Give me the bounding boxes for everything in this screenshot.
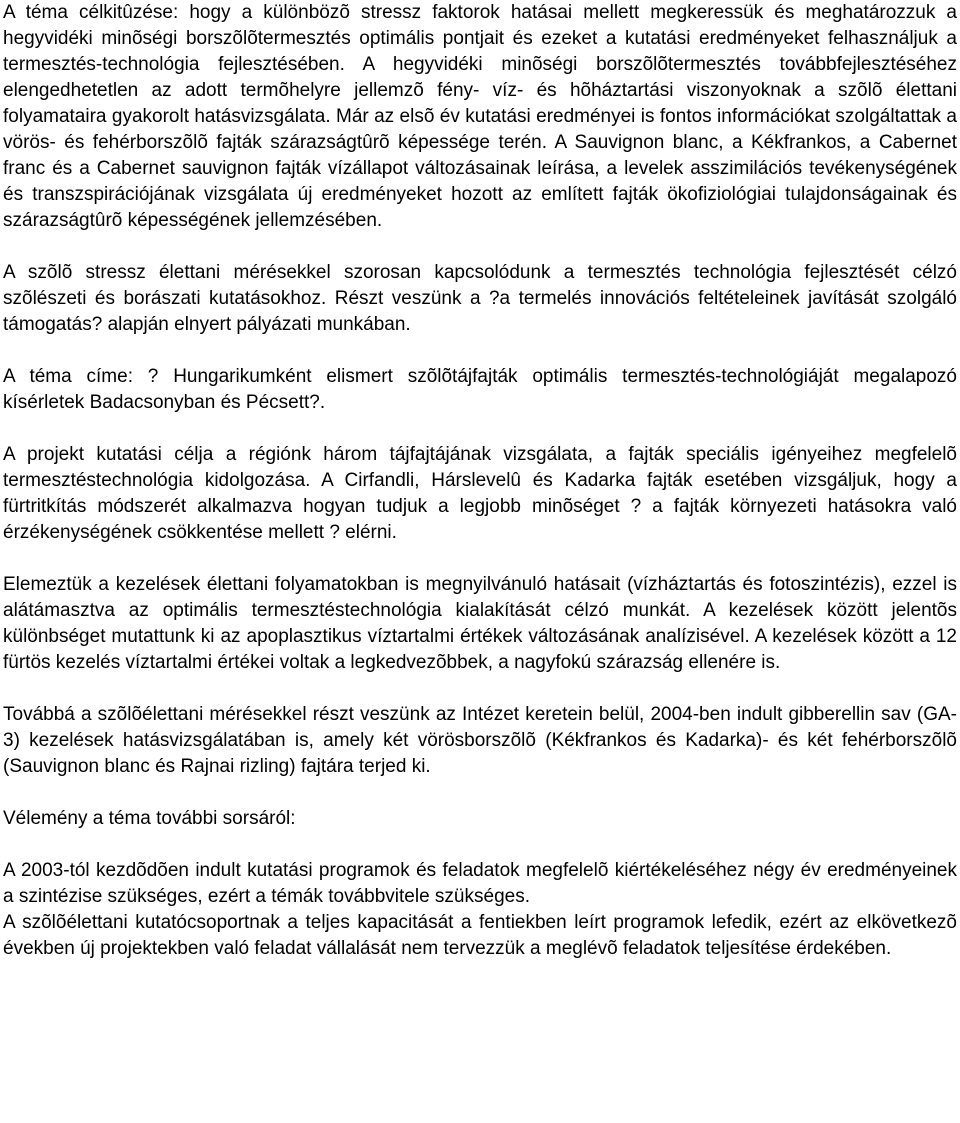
paragraph-topic-title: A téma címe: ? Hungarikumként elismert szõlõtájfajták optimális termesztés-technológiáját megalapozó kísérletek Badacsonyban és Pécsett?. bbox=[3, 366, 957, 413]
paragraph-spacer bbox=[3, 832, 957, 858]
paragraph-project-goal: A projekt kutatási célja a régiónk három tájfajtájának vizsgálata, a fajták speciális igényeihez megfelelõ termesztéstechnológia kidolgozása. A Cirfandli, Hárslevelû és Kadarka fajták esetében vizsgáljuk, hogy a fürtritkítás módszerét alkalmazva hogyan tudjuk a legjobb minõséget ? a fajták környezeti hatásokra való érzékenységének csökkentése mellett ? elérni. bbox=[3, 444, 957, 543]
paragraph-spacer bbox=[3, 338, 957, 364]
paragraph-spacer bbox=[3, 416, 957, 442]
paragraph-capacity: A szõlõélettani kutatócsoportnak a teljes kapacitását a fentiekben leírt programok lefedik, ezért az elkövetkezõ években új projektekben való feladat vállalását nem tervezzük a meglévõ feladatok teljesítése érdekében. bbox=[3, 912, 957, 959]
paragraph-treatment-analysis: Elemeztük a kezelések élettani folyamatokban is megnyilvánuló hatásait (vízháztartás és fotoszintézis), ezzel is alátámasztva az optimális termesztéstechnológia kialakítását célzó munkát. A kezelések között jelentõs különbséget mutattunk ki az apoplasztikus víztartalmi értékek változásának analízisével. A kezelések között a 12 fürtös kezelés víztartalmi értékei voltak a legkedvezõbbek, a nagyfokú szárazság ellenére is. bbox=[3, 574, 957, 673]
paragraph-future-programs: A 2003-tól kezdõdõen indult kutatási programok és feladatok megfelelõ kiértékeléséhez négy év eredményeinek a szintézise szükséges, ezért a témák továbbvitele szükséges. bbox=[3, 860, 957, 907]
paragraph-stress-measurements: A szõlõ stressz élettani mérésekkel szorosan kapcsolódunk a termesztés technológia fejlesztését célzó szõlészeti és borászati kutatásokhoz. Részt veszünk a ?a termelés innovációs feltételeinek javítását szolgáló támogatás? alapján elnyert pályázati munkában. bbox=[3, 262, 957, 335]
paragraph-spacer bbox=[3, 546, 957, 572]
section-heading-opinion: Vélemény a téma további sorsáról: bbox=[3, 808, 296, 829]
paragraph-spacer bbox=[3, 234, 957, 260]
paragraph-research-goal: A téma célkitûzése: hogy a különbözõ stressz faktorok hatásai mellett megkeressük és meghatározzuk a hegyvidéki minõségi borszõlõtermesztés optimális pontjait és ezeket a kutatási eredményeket felhasználjuk a termesztés-technológia fejlesztésében. A hegyvidéki minõségi borszõlõtermesztés továbbfejlesztéséhez elengedhetetlen az adott termõhelyre jellemzõ fény- víz- és hõháztartási viszonyoknak a szõlõ élettani folyamataira gyakorolt hatásvizsgálata. Már az elsõ év kutatási eredményei is fontos információkat szolgáltattak a vörös- és fehérborszõlõ fajták szárazságtûrõ képessége terén. A Sauvignon blanc, a Kékfrankos, a Cabernet franc és a Cabernet sauvignon fajták vízállapot változásainak leírása, a levelek asszimilációs tevékenységének és transzspirációjának vizsgálata új eredményeket hozott az említett fajták ökofiziológiai tulajdonságainak és szárazságtûrõ képességének jellemzésében. bbox=[3, 2, 957, 231]
paragraph-spacer bbox=[3, 780, 957, 806]
document-page bbox=[3, 0, 957, 962]
paragraph-spacer bbox=[3, 676, 957, 702]
paragraph-gibberellin-study: Továbbá a szõlõélettani mérésekkel részt veszünk az Intézet keretein belül, 2004-ben indult gibberellin sav (GA-3) kezelések hatásvizsgálatában is, amely két vörösborszõlõ (Kékfrankos és Kadarka)- és két fehérborszõlõ (Sauvignon blanc és Rajnai rizling) fajtára terjed ki. bbox=[3, 704, 957, 777]
